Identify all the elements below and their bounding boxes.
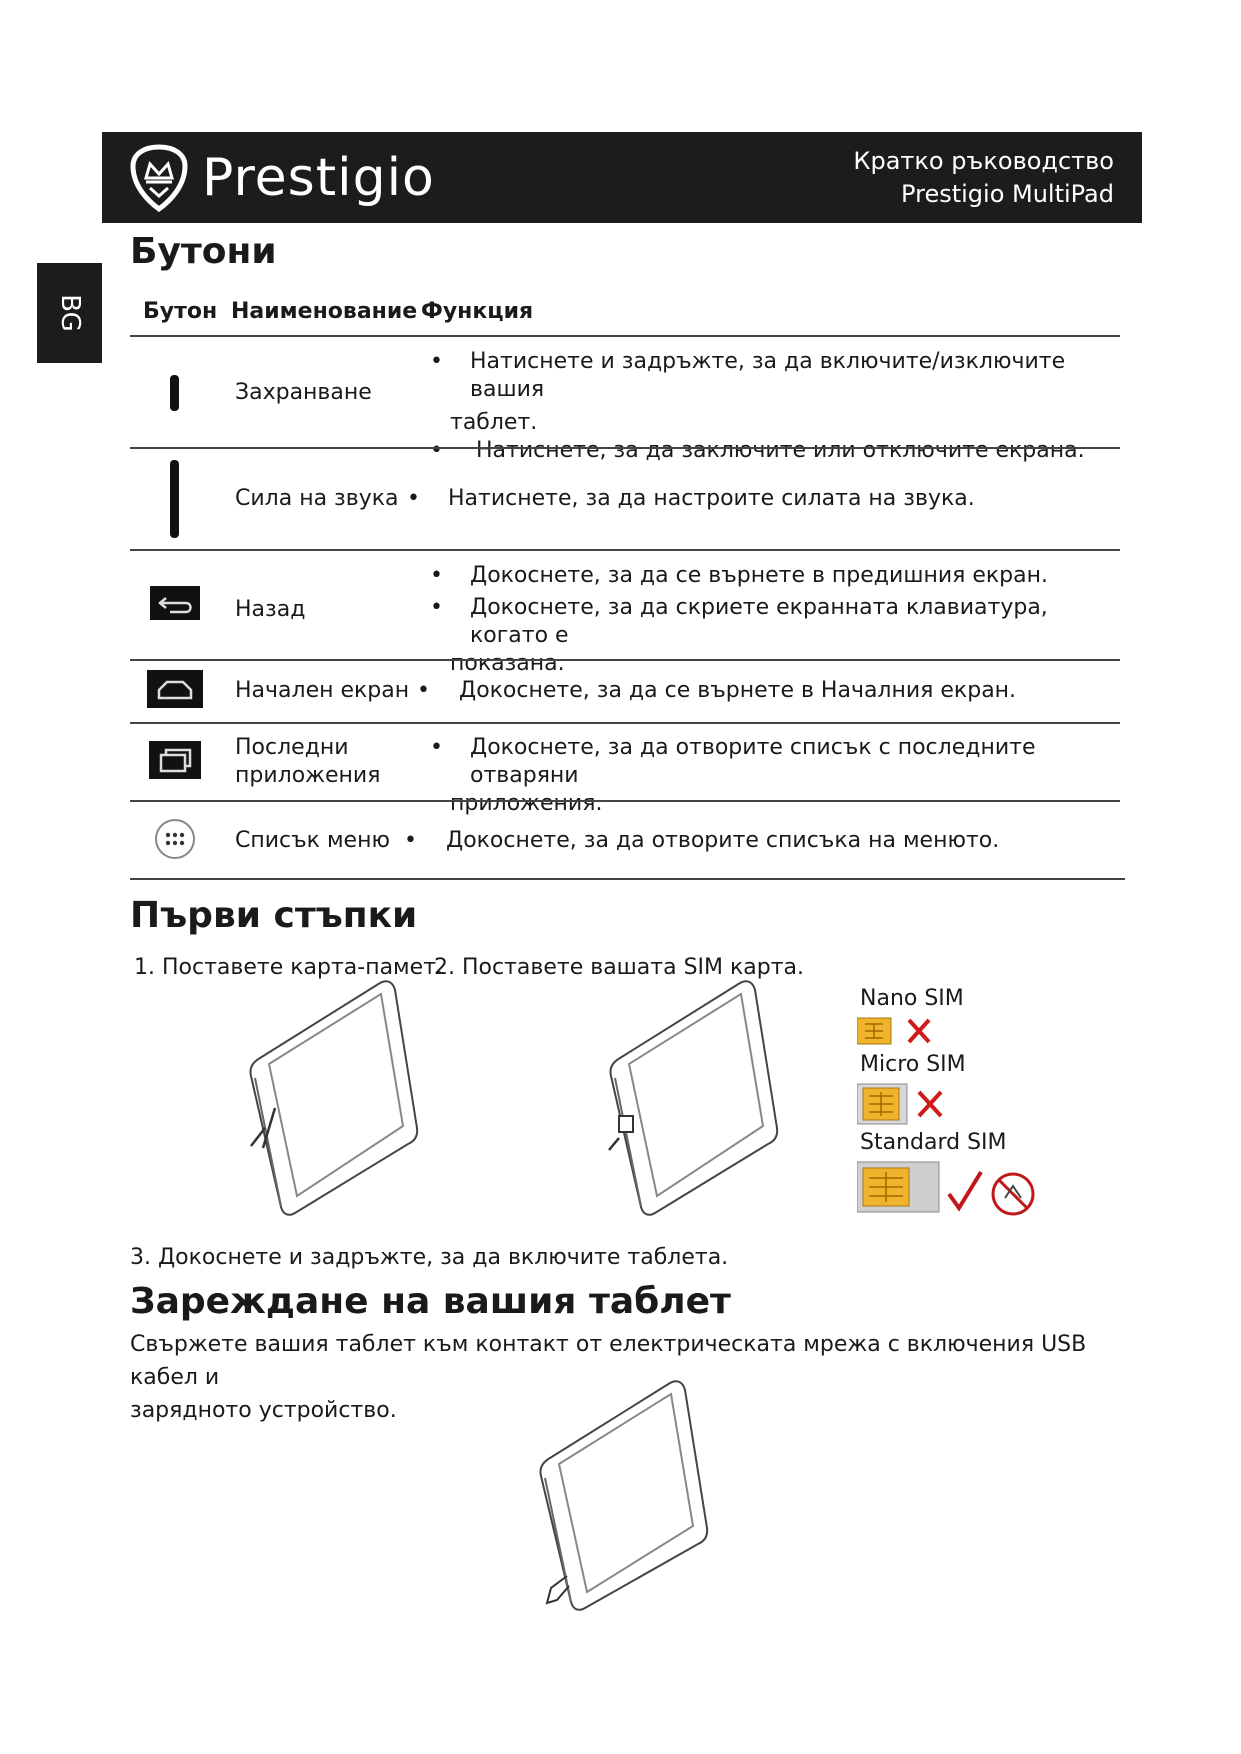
table-rule bbox=[130, 878, 1125, 880]
function-line: • Докоснете, за да се върнете в Началния екран. bbox=[417, 677, 1016, 705]
doc-title: Кратко ръководство bbox=[853, 147, 1114, 175]
brand-logo bbox=[128, 144, 435, 212]
table-rule bbox=[130, 335, 1120, 337]
table-row bbox=[130, 552, 1120, 676]
function-line: • Докоснете, за да отворите списък с последните отваряни bbox=[430, 734, 1120, 790]
function-line: показана. bbox=[450, 651, 565, 676]
table-rule bbox=[130, 722, 1120, 724]
tablet-sim-card-illustration bbox=[605, 978, 795, 1223]
table-rule bbox=[130, 549, 1120, 551]
document-titles bbox=[853, 145, 1114, 211]
menu-list-icon bbox=[140, 817, 210, 861]
paragraph-line: Свържете вашия таблет към контакт от електрическата мрежа с включения USB кабел и bbox=[130, 1332, 1087, 1390]
sim-label-standard: Standard SIM bbox=[860, 1130, 1007, 1155]
header-bar bbox=[102, 132, 1142, 223]
paragraph-line: зарядното устройство. bbox=[130, 1398, 397, 1423]
table-row bbox=[130, 803, 1120, 875]
function-line: • Натиснете и задръжте, за да включите/изключите вашия bbox=[430, 348, 1120, 404]
power-button-icon bbox=[140, 373, 210, 413]
function-line: таблет. bbox=[450, 410, 538, 435]
table-row bbox=[130, 450, 1120, 550]
function-line: • Докоснете, за да отворите списъка на менюто. bbox=[404, 827, 999, 855]
column-header-name: Наименование bbox=[231, 299, 418, 324]
button-name: Сила на звука bbox=[235, 486, 399, 511]
standard-sim-supported-icon bbox=[857, 1160, 1037, 1218]
function-line: • Натиснете, за да настроите силата на звука. bbox=[407, 485, 975, 513]
table-rule bbox=[130, 659, 1120, 661]
button-name: Захранване bbox=[235, 380, 372, 405]
buttons-heading: Бутони bbox=[130, 231, 277, 272]
charging-heading: Зареждане на вашия таблет bbox=[130, 1281, 731, 1322]
function-line: • Докоснете, за да се върнете в предишния екран. bbox=[430, 562, 1120, 590]
function-text bbox=[417, 677, 1016, 705]
button-name: Назад bbox=[235, 597, 306, 622]
column-header-function: Функция bbox=[421, 299, 534, 324]
sim-label-nano: Nano SIM bbox=[860, 986, 964, 1011]
table-rule bbox=[130, 800, 1120, 802]
step-2-text: 2. Поставете вашата SIM карта. bbox=[434, 955, 805, 980]
button-name: Списък меню bbox=[235, 828, 390, 853]
recent-apps-icon bbox=[140, 741, 210, 779]
button-name bbox=[235, 734, 380, 790]
prestigio-shield-icon bbox=[128, 144, 190, 212]
button-name-line: приложения bbox=[235, 763, 381, 788]
tablet-charging-illustration bbox=[535, 1378, 710, 1618]
back-icon bbox=[140, 586, 210, 620]
table-rule bbox=[130, 447, 1120, 449]
sim-label-micro: Micro SIM bbox=[860, 1052, 966, 1077]
button-name-line: Последни bbox=[235, 735, 349, 760]
button-name: Начален екран bbox=[235, 678, 410, 703]
volume-button-icon bbox=[140, 458, 210, 540]
language-tab bbox=[37, 263, 102, 363]
step-1-text: 1. Поставете карта-памет. bbox=[134, 955, 443, 980]
micro-sim-not-supported-icon bbox=[857, 1082, 947, 1126]
function-line: приложения. bbox=[450, 791, 603, 816]
language-code: BG bbox=[54, 294, 85, 332]
doc-subtitle: Prestigio MultiPad bbox=[901, 180, 1114, 208]
home-icon bbox=[140, 670, 210, 708]
function-line: • Натиснете, за да заключите или отключите екрана. bbox=[430, 437, 1120, 465]
step-3-text: 3. Докоснете и задръжте, за да включите таблета. bbox=[130, 1245, 729, 1270]
tablet-memory-card-illustration bbox=[245, 978, 435, 1223]
first-steps-heading: Първи стъпки bbox=[130, 895, 418, 936]
function-text bbox=[404, 827, 999, 855]
column-header-button: Бутон bbox=[143, 299, 218, 324]
nano-sim-not-supported-icon bbox=[857, 1016, 937, 1046]
brand-name: Prestigio bbox=[202, 148, 435, 208]
table-row bbox=[130, 338, 1120, 463]
table-row bbox=[130, 662, 1120, 722]
function-line: • Докоснете, за да скриете екранната клавиатура, когато е bbox=[430, 594, 1120, 650]
function-text bbox=[407, 485, 975, 513]
table-row bbox=[130, 725, 1120, 816]
